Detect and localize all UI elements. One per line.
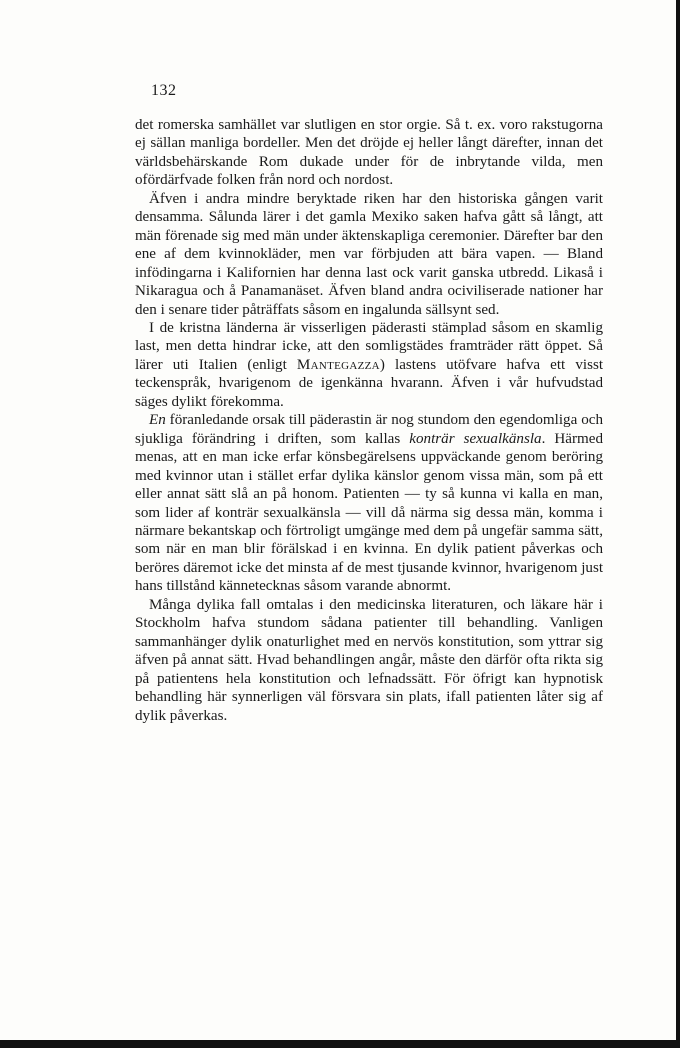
paragraph-3-part-1: I de kristna länderna är visserligen päderasti stämplad såsom en skamlig last, men detta hindrar icke, att den somligstädes framträder rätt öppet. Så lärer uti Italien (enligt	[135, 319, 603, 373]
paragraph-2: Äfven i andra mindre beryktade riken har den historiska gången varit densamma. Sålunda lärer i det gamla Mexiko saken hafva gått så långt, att män förenade sig med män under äktenskapliga ceremonier. Därefter bar den ene af dem kvinnokläder, men var förbjuden att bära vapen. — Bland infödingarna i Kalifornien har denna last ock varit ganska utbredd. Likaså i Nikaragua och å Panamanäset. Äfven bland andra ociviliserade nationer har den i senare tider påträffats såsom en ingalunda sällsynt sed.	[135, 190, 603, 318]
paragraph-1: det romerska samhället var slutligen en stor orgie. Så t. ex. voro rakstugorna ej sällan manliga bordeller. Men det dröjde ej heller långt därefter, innan det världsbehärskande Rom dukade under för de inbrytande vilda, men ofördärfvade folken från nord och nordost.	[135, 117, 603, 189]
scan-edge-right	[676, 0, 680, 1048]
italic-term: konträr sexualkänsla	[409, 430, 542, 447]
paragraph-3-part-2: ) lastens utöfvare hafva ett visst teckenspråk, hvarigenom de igenkänna hvarann. Äfven i vår hufvudstad säges dylikt förekomma.	[135, 356, 604, 410]
paragraph-5: Många dylika fall omtalas i den medicinska literaturen, och läkare här i Stockholm hafva stundom sådana patienter till behandling. Vanligen sammanhänger dylik onaturlighet med en nervös konstitution, som yttrar sig äfven på annat sätt. Hvad behandlingen angår, måste den därför ofta rikta sig på patientens hela konstitution och lefnadssätt. För öfrigt kan hypnotisk behandling här synnerligen väl försvara sin plats, ifall patienten låter sig af dylik påverkas.	[135, 596, 603, 724]
paragraph-4-part-1: föranledande orsak till päderastin är nog stundom den egendomliga och sjukliga förändring i driften, som kallas	[135, 412, 603, 447]
paragraph-4	[135, 411, 603, 596]
body-text	[135, 116, 603, 725]
page-number: 132	[151, 82, 177, 99]
author-name: Mantegazza	[296, 356, 380, 373]
paragraph-4-lead-word: En	[149, 412, 166, 429]
paragraph-4-part-2: . Härmed menas, att en man icke erfar könsbegärelsens uppväckande genom beröring med kvinnor utan i stället erfar dylika känslor genom vissa män, som på ett eller annat sätt slå an på honom. Patienten — ty så kunna vi kalla en man, som lider af konträr sexualkänsla — vill då närma sig dessa män, komma i närmare bekantskap och förtroligt umgänge med dem på ungefär samma sätt, som när en man blir förälskad i en kvinna. En dylik patient påverkas och beröres däremot icke det minsta af de mest tjusande kvinnor, hvarigenom just hans tillstånd kännetecknas såsom varande abnormt.	[135, 430, 604, 595]
paragraph-3	[135, 319, 603, 411]
scan-edge-bottom	[0, 1040, 680, 1048]
